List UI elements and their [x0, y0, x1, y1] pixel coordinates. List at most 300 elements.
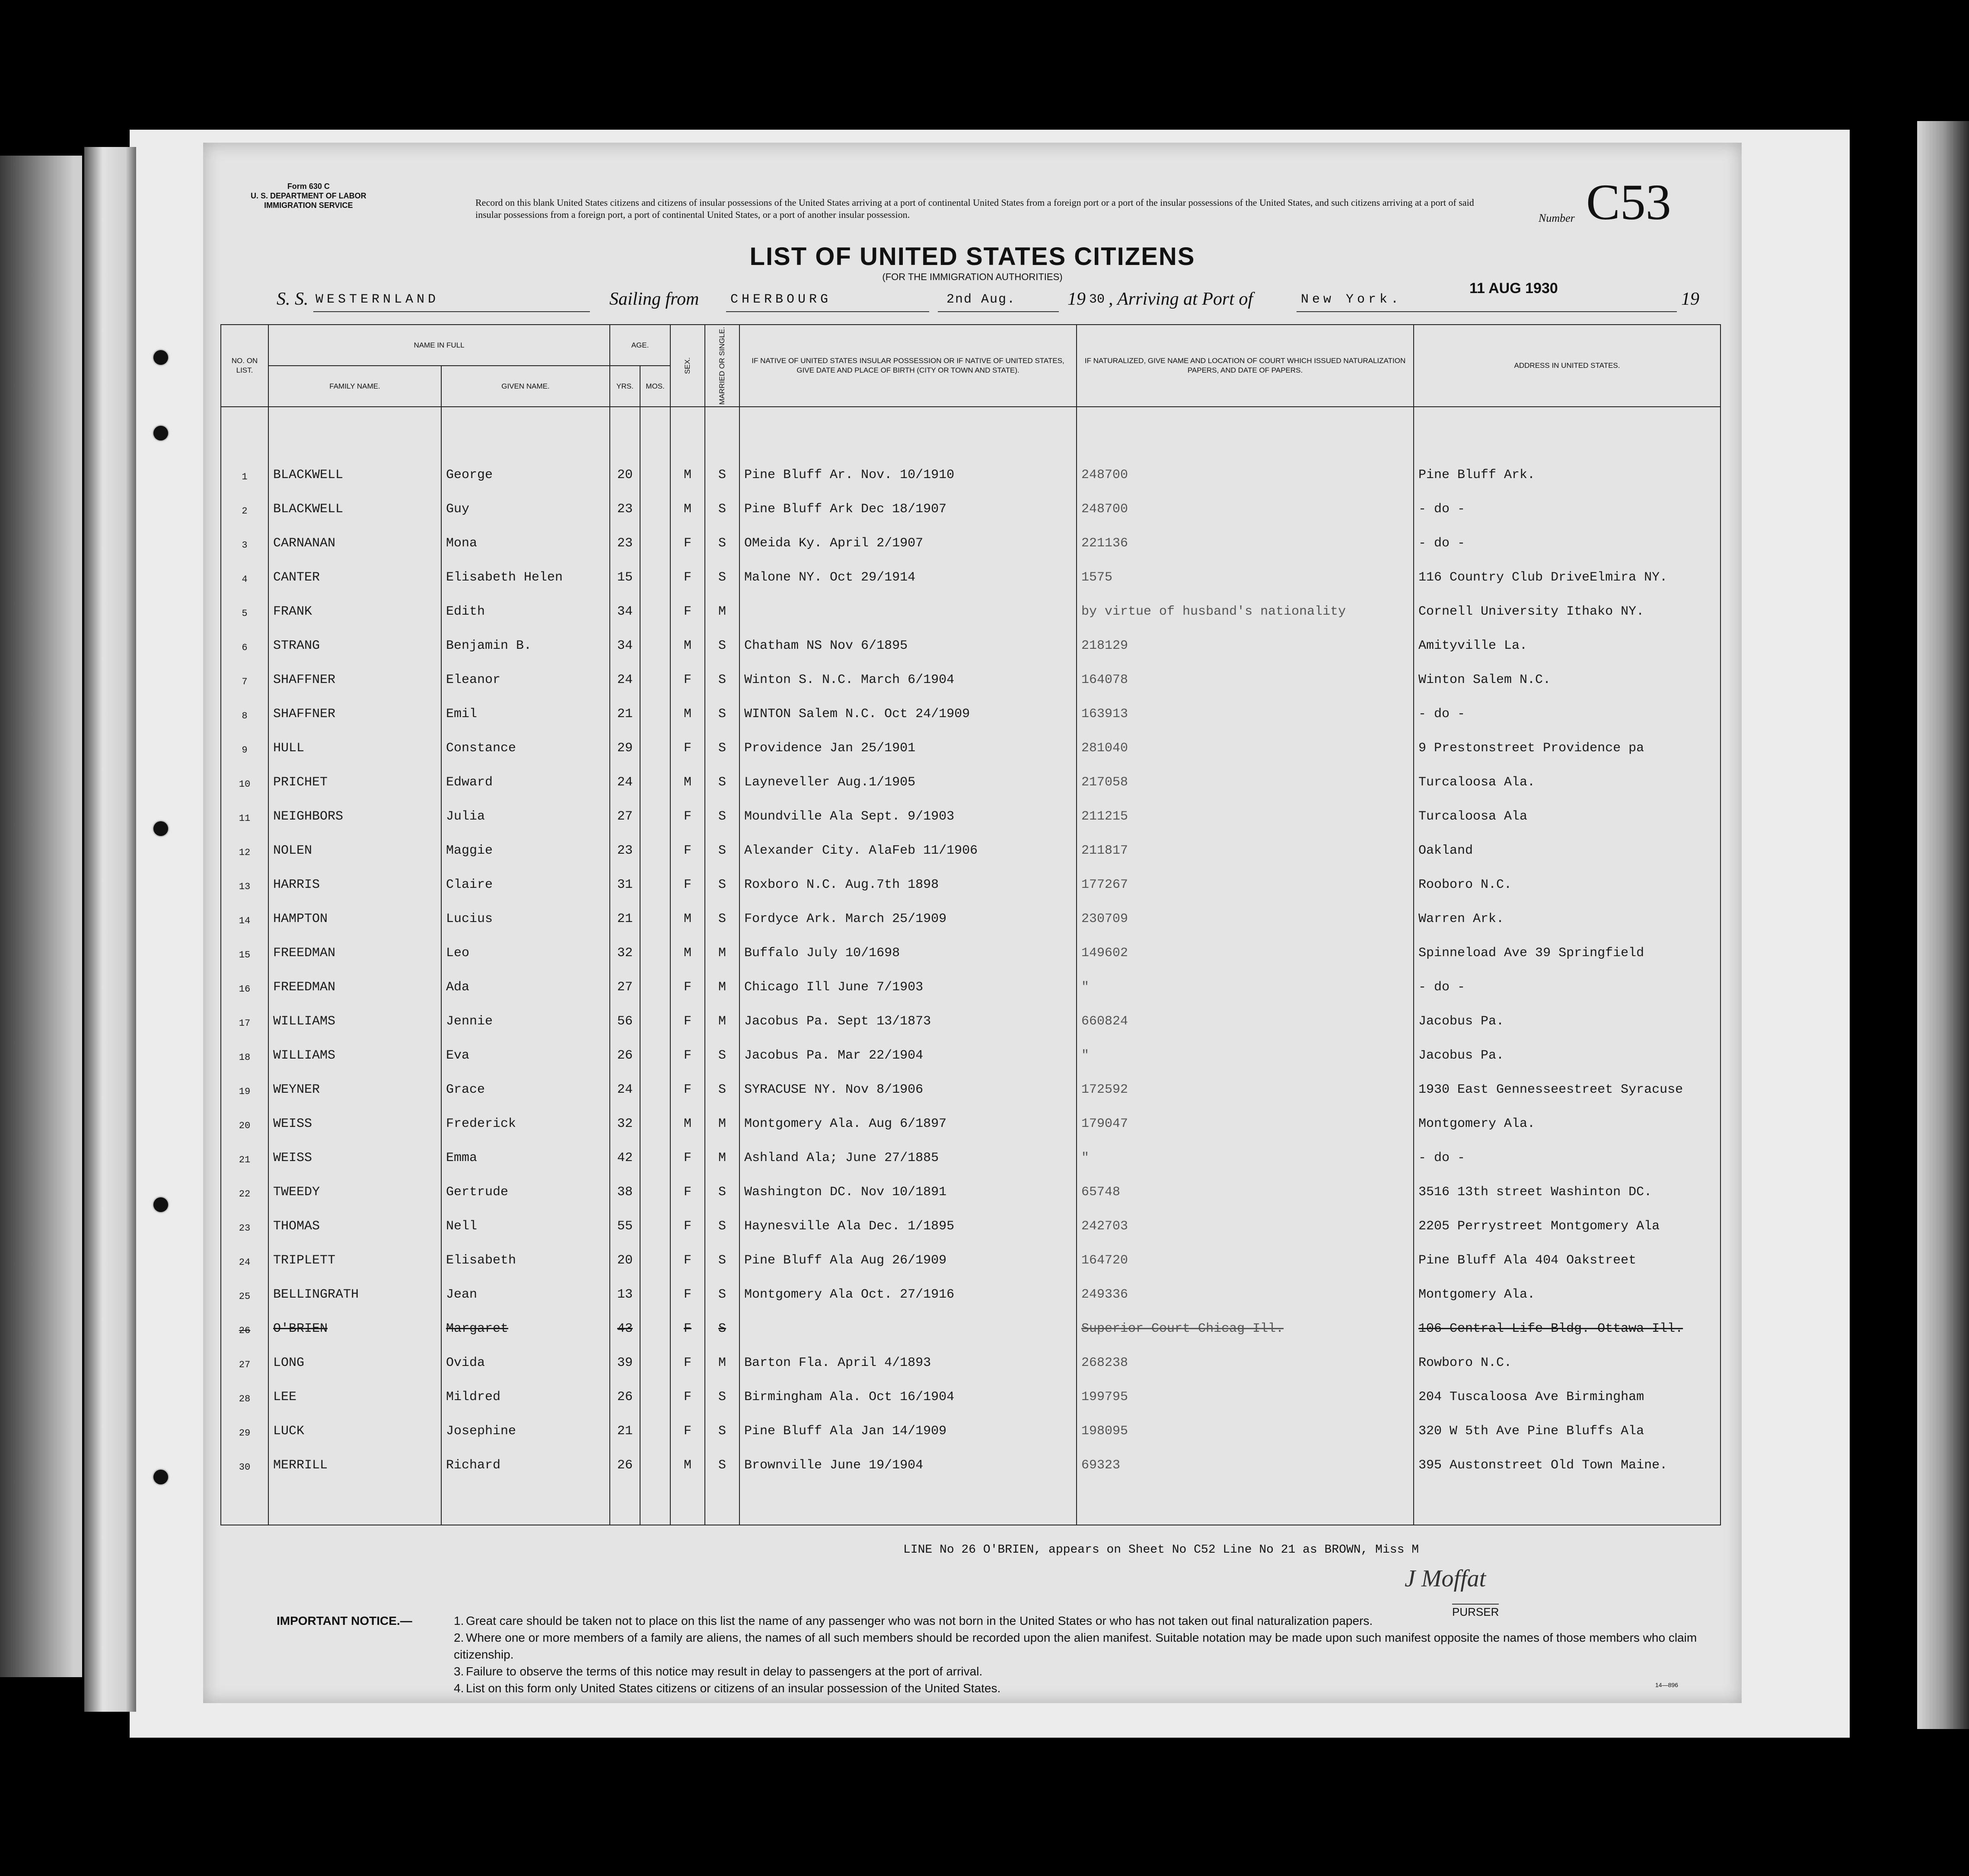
- sex-cell: F: [670, 1131, 705, 1165]
- birth-place-date-cell: Jacobus Pa. Sept 13/1873: [739, 995, 1077, 1029]
- table-row: [221, 995, 1720, 1029]
- age-months-cell: [640, 1165, 670, 1200]
- form-service: IMMIGRATION SERVICE: [264, 201, 353, 210]
- row-number-cell: 21: [221, 1131, 268, 1165]
- form-identifier: [251, 182, 366, 210]
- row-number-cell: 7: [221, 653, 268, 687]
- family-name-cell: TWEEDY: [268, 1165, 441, 1200]
- address-cell: Rowboro N.C.: [1414, 1336, 1720, 1370]
- sex-cell: M: [670, 926, 705, 960]
- age-months-cell: [640, 892, 670, 926]
- column-months: MOS.: [640, 366, 670, 407]
- naturalization-cell: 199795: [1077, 1370, 1414, 1404]
- sex-cell: F: [670, 824, 705, 858]
- marital-status-cell: M: [705, 995, 739, 1029]
- age-months-cell: [640, 1302, 670, 1336]
- age-years-cell: 24: [610, 1063, 640, 1097]
- table-spacer: [221, 407, 1720, 448]
- birth-place-date-cell: Providence Jan 25/1901: [739, 721, 1077, 756]
- naturalization-cell: 268238: [1077, 1336, 1414, 1370]
- birth-place-date-cell: Chicago Ill June 7/1903: [739, 960, 1077, 995]
- age-years-cell: 42: [610, 1131, 640, 1165]
- sex-cell: M: [670, 892, 705, 926]
- age-months-cell: [640, 1336, 670, 1370]
- naturalization-cell: 218129: [1077, 619, 1414, 653]
- sex-cell: M: [670, 1439, 705, 1473]
- age-months-cell: [640, 1063, 670, 1097]
- punch-hole: [153, 821, 168, 836]
- row-number-cell: 27: [221, 1336, 268, 1370]
- family-name-cell: WILLIAMS: [268, 1029, 441, 1063]
- naturalization-cell: 248700: [1077, 448, 1414, 482]
- age-months-cell: [640, 995, 670, 1029]
- notice-text: List on this form only United States citizens or citizens of an insular possession of the United States.: [466, 1681, 1001, 1695]
- sex-cell: F: [670, 1029, 705, 1063]
- naturalization-cell: 217058: [1077, 756, 1414, 790]
- naturalization-cell: 177267: [1077, 858, 1414, 892]
- family-name-cell: O'BRIEN: [268, 1302, 441, 1336]
- family-name-cell: WILLIAMS: [268, 995, 441, 1029]
- notice-item: 3. Failure to observe the terms of this notice may result in delay to passengers at the port of arrival.: [454, 1665, 983, 1678]
- birth-place-date-cell: Alexander City. AlaFeb 11/1906: [739, 824, 1077, 858]
- column-years: YRS.: [610, 366, 640, 407]
- sex-cell: F: [670, 1336, 705, 1370]
- marital-status-cell: S: [705, 1268, 739, 1302]
- given-name-cell: Claire: [441, 858, 610, 892]
- address-cell: - do -: [1414, 960, 1720, 995]
- row-number-cell: 26: [221, 1302, 268, 1336]
- family-name-cell: PRICHET: [268, 756, 441, 790]
- naturalization-cell: 221136: [1077, 517, 1414, 551]
- family-name-cell: MERRILL: [268, 1439, 441, 1473]
- sheet-number-label: Number: [1539, 212, 1575, 224]
- marital-status-cell: S: [705, 482, 739, 517]
- age-months-cell: [640, 1097, 670, 1131]
- sex-cell: M: [670, 619, 705, 653]
- age-years-cell: 27: [610, 960, 640, 995]
- age-years-cell: 39: [610, 1336, 640, 1370]
- age-years-cell: 15: [610, 551, 640, 585]
- row-number-cell: 25: [221, 1268, 268, 1302]
- sex-cell: F: [670, 1268, 705, 1302]
- passenger-table: [220, 324, 1721, 1525]
- family-name-cell: FRANK: [268, 585, 441, 619]
- table-row: [221, 892, 1720, 926]
- address-cell: Cornell University Ithako NY.: [1414, 585, 1720, 619]
- row-number-cell: 8: [221, 687, 268, 721]
- address-cell: - do -: [1414, 1131, 1720, 1165]
- given-name-cell: Frederick: [441, 1097, 610, 1131]
- age-months-cell: [640, 824, 670, 858]
- given-name-cell: Josephine: [441, 1404, 610, 1439]
- address-cell: Warren Ark.: [1414, 892, 1720, 926]
- table-row: [221, 585, 1720, 619]
- sex-cell: F: [670, 1302, 705, 1336]
- birth-place-date-cell: Malone NY. Oct 29/1914: [739, 551, 1077, 585]
- notice-list: [454, 1612, 1698, 1697]
- naturalization-cell: 69323: [1077, 1439, 1414, 1473]
- row-number-cell: 5: [221, 585, 268, 619]
- birth-place-date-cell: Birmingham Ala. Oct 16/1904: [739, 1370, 1077, 1404]
- address-cell: Montgomery Ala.: [1414, 1097, 1720, 1131]
- age-years-cell: 27: [610, 790, 640, 824]
- age-years-cell: 26: [610, 1439, 640, 1473]
- naturalization-cell: 149602: [1077, 926, 1414, 960]
- age-years-cell: 24: [610, 653, 640, 687]
- address-cell: 3516 13th street Washinton DC.: [1414, 1165, 1720, 1200]
- table-row: [221, 619, 1720, 653]
- row-number-cell: 3: [221, 517, 268, 551]
- given-name-cell: Eva: [441, 1029, 610, 1063]
- notice-text: Failure to observe the terms of this notice may result in delay to passengers at the port of arrival.: [466, 1665, 983, 1678]
- marital-status-cell: M: [705, 926, 739, 960]
- arrival-port: New York.: [1301, 292, 1402, 307]
- marital-status-cell: S: [705, 1404, 739, 1439]
- port-underline: [726, 311, 929, 312]
- sex-cell: F: [670, 960, 705, 995]
- naturalization-cell: 660824: [1077, 995, 1414, 1029]
- family-name-cell: HAMPTON: [268, 892, 441, 926]
- table-row: [221, 1029, 1720, 1063]
- row-number-cell: 6: [221, 619, 268, 653]
- naturalization-cell: ": [1077, 960, 1414, 995]
- naturalization-cell: 163913: [1077, 687, 1414, 721]
- age-years-cell: 24: [610, 756, 640, 790]
- family-name-cell: HULL: [268, 721, 441, 756]
- table-row: [221, 551, 1720, 585]
- address-cell: Turcaloosa Ala: [1414, 790, 1720, 824]
- naturalization-cell: 172592: [1077, 1063, 1414, 1097]
- table-row: [221, 1131, 1720, 1165]
- purser-signature: J Moffat: [1405, 1565, 1486, 1592]
- punch-hole: [153, 426, 168, 440]
- column-married-single: MARRIED OR SINGLE.: [705, 325, 739, 407]
- notice-item: 4. List on this form only United States citizens or citizens of an insular possession of the United States.: [454, 1681, 1001, 1695]
- naturalization-cell: 211817: [1077, 824, 1414, 858]
- birth-place-date-cell: Ashland Ala; June 27/1885: [739, 1131, 1077, 1165]
- age-months-cell: [640, 790, 670, 824]
- address-cell: Pine Bluff Ala 404 Oakstreet: [1414, 1234, 1720, 1268]
- row-number-cell: 2: [221, 482, 268, 517]
- given-name-cell: Benjamin B.: [441, 619, 610, 653]
- birth-place-date-cell: Pine Bluff Ar. Nov. 10/1910: [739, 448, 1077, 482]
- address-cell: Spinneload Ave 39 Springfield: [1414, 926, 1720, 960]
- age-years-cell: 20: [610, 448, 640, 482]
- birth-place-date-cell: WINTON Salem N.C. Oct 24/1909: [739, 687, 1077, 721]
- column-given-name: GIVEN NAME.: [441, 366, 610, 407]
- given-name-cell: Elisabeth Helen: [441, 551, 610, 585]
- family-name-cell: CARNANAN: [268, 517, 441, 551]
- table-row: [221, 517, 1720, 551]
- given-name-cell: George: [441, 448, 610, 482]
- notice-lead: IMPORTANT NOTICE.—: [277, 1614, 412, 1627]
- notice-item: 1. Great care should be taken not to place on this list the name of any passenger who was not born in the United States or who has not taken out final naturalization papers.: [454, 1614, 1373, 1627]
- age-years-cell: 21: [610, 687, 640, 721]
- age-months-cell: [640, 482, 670, 517]
- given-name-cell: Julia: [441, 790, 610, 824]
- birth-place-date-cell: Pine Bluff Ark Dec 18/1907: [739, 482, 1077, 517]
- column-address: ADDRESS IN UNITED STATES.: [1414, 325, 1720, 407]
- birth-place-date-cell: Barton Fla. April 4/1893: [739, 1336, 1077, 1370]
- address-cell: Jacobus Pa.: [1414, 1029, 1720, 1063]
- sex-cell: F: [670, 858, 705, 892]
- row-number-cell: 10: [221, 756, 268, 790]
- address-cell: 204 Tuscaloosa Ave Birmingham: [1414, 1370, 1720, 1404]
- table-row: [221, 687, 1720, 721]
- given-name-cell: Edward: [441, 756, 610, 790]
- address-cell: Pine Bluff Ark.: [1414, 448, 1720, 482]
- row-number-cell: 15: [221, 926, 268, 960]
- given-name-cell: Jean: [441, 1268, 610, 1302]
- address-cell: 116 Country Club DriveElmira NY.: [1414, 551, 1720, 585]
- year-suffix: 30: [1089, 292, 1105, 307]
- age-years-cell: 23: [610, 824, 640, 858]
- marital-status-cell: M: [705, 585, 739, 619]
- address-cell: Turcaloosa Ala.: [1414, 756, 1720, 790]
- column-sex: SEX.: [670, 325, 705, 407]
- address-cell: Jacobus Pa.: [1414, 995, 1720, 1029]
- address-cell: - do -: [1414, 517, 1720, 551]
- row-number-cell: 29: [221, 1404, 268, 1439]
- row-number-cell: 4: [221, 551, 268, 585]
- column-naturalization: IF NATURALIZED, GIVE NAME AND LOCATION OF COURT WHICH ISSUED NATURALIZATION PAPERS, AND DATE OF PAPERS.: [1077, 325, 1414, 407]
- table-row: [221, 1165, 1720, 1200]
- address-cell: - do -: [1414, 687, 1720, 721]
- age-months-cell: [640, 551, 670, 585]
- marital-status-cell: S: [705, 1234, 739, 1268]
- age-years-cell: 34: [610, 585, 640, 619]
- age-months-cell: [640, 448, 670, 482]
- voyage-line: [277, 280, 1703, 315]
- given-name-cell: Guy: [441, 482, 610, 517]
- table-row: [221, 960, 1720, 995]
- given-name-cell: Nell: [441, 1200, 610, 1234]
- age-years-cell: 34: [610, 619, 640, 653]
- address-cell: - do -: [1414, 482, 1720, 517]
- marital-status-cell: S: [705, 653, 739, 687]
- birth-place-date-cell: Fordyce Ark. March 25/1909: [739, 892, 1077, 926]
- naturalization-cell: 164720: [1077, 1234, 1414, 1268]
- birth-place-date-cell: Moundville Ala Sept. 9/1903: [739, 790, 1077, 824]
- sheet-number: C53: [1586, 174, 1671, 230]
- table-row: [221, 1234, 1720, 1268]
- birth-place-date-cell: Chatham NS Nov 6/1895: [739, 619, 1077, 653]
- given-name-cell: Emma: [441, 1131, 610, 1165]
- table-row: [221, 1268, 1720, 1302]
- column-age: AGE.: [610, 325, 670, 366]
- marital-status-cell: M: [705, 1131, 739, 1165]
- table-row: [221, 1404, 1720, 1439]
- naturalization-cell: ": [1077, 1029, 1414, 1063]
- row-number-cell: 12: [221, 824, 268, 858]
- row-number-cell: 20: [221, 1097, 268, 1131]
- row-number-cell: 9: [221, 721, 268, 756]
- birth-place-date-cell: [739, 1302, 1077, 1336]
- age-months-cell: [640, 1200, 670, 1234]
- age-years-cell: 56: [610, 995, 640, 1029]
- marital-status-cell: S: [705, 1200, 739, 1234]
- family-name-cell: THOMAS: [268, 1200, 441, 1234]
- birth-place-date-cell: SYRACUSE NY. Nov 8/1906: [739, 1063, 1077, 1097]
- age-years-cell: 20: [610, 1234, 640, 1268]
- address-cell: Amityville La.: [1414, 619, 1720, 653]
- given-name-cell: Leo: [441, 926, 610, 960]
- family-name-cell: FREEDMAN: [268, 960, 441, 995]
- row-number-cell: 17: [221, 995, 268, 1029]
- family-name-cell: WEISS: [268, 1131, 441, 1165]
- family-name-cell: NEIGHBORS: [268, 790, 441, 824]
- table-row: [221, 1336, 1720, 1370]
- sex-cell: F: [670, 721, 705, 756]
- age-years-cell: 32: [610, 1097, 640, 1131]
- age-years-cell: 21: [610, 892, 640, 926]
- table-row: [221, 1439, 1720, 1473]
- age-months-cell: [640, 687, 670, 721]
- sex-cell: F: [670, 1234, 705, 1268]
- notice-text: Where one or more members of a family are aliens, the names of all such members should be recorded upon the alien manifest. Suitable notation may be made upon such manifest opposite the names of those members who claim citizenship.: [454, 1631, 1697, 1661]
- arrival-stamp: 11 AUG 1930: [1469, 280, 1558, 297]
- purser-label: PURSER: [1452, 1604, 1499, 1619]
- sex-cell: F: [670, 1370, 705, 1404]
- address-cell: Oakland: [1414, 824, 1720, 858]
- table-row: [221, 790, 1720, 824]
- age-months-cell: [640, 1131, 670, 1165]
- table-row: [221, 926, 1720, 960]
- age-years-cell: 26: [610, 1370, 640, 1404]
- table-row: [221, 1370, 1720, 1404]
- table-row: [221, 824, 1720, 858]
- column-birth: IF NATIVE OF UNITED STATES INSULAR POSSESSION OR IF NATIVE OF UNITED STATES, GIVE DATE AND PLACE OF BIRTH (CITY OR TOWN AND STATE).: [739, 325, 1077, 407]
- age-months-cell: [640, 926, 670, 960]
- age-months-cell: [640, 1268, 670, 1302]
- marital-status-cell: S: [705, 1370, 739, 1404]
- family-name-cell: TRIPLETT: [268, 1234, 441, 1268]
- arriving-label: , Arriving at Port of: [1109, 289, 1253, 309]
- table-tail: [221, 1473, 1720, 1525]
- birth-place-date-cell: Layneveller Aug.1/1905: [739, 756, 1077, 790]
- sex-cell: F: [670, 1165, 705, 1200]
- marital-status-cell: S: [705, 687, 739, 721]
- sex-cell: M: [670, 756, 705, 790]
- row-number-cell: 19: [221, 1063, 268, 1097]
- family-name-cell: BLACKWELL: [268, 482, 441, 517]
- given-name-cell: Edith: [441, 585, 610, 619]
- given-name-cell: Eleanor: [441, 653, 610, 687]
- birth-place-date-cell: Pine Bluff Ala Aug 26/1909: [739, 1234, 1077, 1268]
- adjacent-page-left: [0, 156, 82, 1677]
- age-years-cell: 26: [610, 1029, 640, 1063]
- age-months-cell: [640, 1029, 670, 1063]
- naturalization-cell: 179047: [1077, 1097, 1414, 1131]
- row-number-cell: 22: [221, 1165, 268, 1200]
- year-end: 19: [1681, 289, 1699, 309]
- column-name-in-full: NAME IN FULL: [268, 325, 610, 366]
- given-name-cell: Constance: [441, 721, 610, 756]
- age-months-cell: [640, 517, 670, 551]
- notice-text: Great care should be taken not to place on this list the name of any passenger who was not born in the United States or who has not taken out final naturalization papers.: [466, 1614, 1373, 1627]
- row-number-cell: 18: [221, 1029, 268, 1063]
- given-name-cell: Mona: [441, 517, 610, 551]
- marital-status-cell: M: [705, 960, 739, 995]
- sex-cell: F: [670, 653, 705, 687]
- family-name-cell: LUCK: [268, 1404, 441, 1439]
- sex-cell: F: [670, 1063, 705, 1097]
- given-name-cell: Ovida: [441, 1336, 610, 1370]
- age-years-cell: 13: [610, 1268, 640, 1302]
- given-name-cell: Grace: [441, 1063, 610, 1097]
- column-family-name: FAMILY NAME.: [268, 366, 441, 407]
- age-years-cell: 23: [610, 517, 640, 551]
- marital-status-cell: S: [705, 756, 739, 790]
- sex-cell: M: [670, 448, 705, 482]
- marital-status-cell: M: [705, 1097, 739, 1131]
- address-cell: 106 Central Life Bldg. Ottawa Ill.: [1414, 1302, 1720, 1336]
- naturalization-cell: 249336: [1077, 1268, 1414, 1302]
- sheet-footnote: LINE No 26 O'BRIEN, appears on Sheet No C52 Line No 21 as BROWN, Miss M: [903, 1543, 1419, 1557]
- family-name-cell: SHAFFNER: [268, 653, 441, 687]
- age-months-cell: [640, 1404, 670, 1439]
- address-cell: 395 Austonstreet Old Town Maine.: [1414, 1439, 1720, 1473]
- binding-strip: [84, 147, 136, 1712]
- address-cell: Winton Salem N.C.: [1414, 653, 1720, 687]
- given-name-cell: Emil: [441, 687, 610, 721]
- marital-status-cell: S: [705, 517, 739, 551]
- naturalization-cell: 65748: [1077, 1165, 1414, 1200]
- given-name-cell: Ada: [441, 960, 610, 995]
- birth-place-date-cell: Winton S. N.C. March 6/1904: [739, 653, 1077, 687]
- age-years-cell: 43: [610, 1302, 640, 1336]
- sex-cell: M: [670, 482, 705, 517]
- naturalization-cell: 198095: [1077, 1404, 1414, 1439]
- page-title: LIST OF UNITED STATES CITIZENS: [749, 242, 1195, 271]
- sex-cell: F: [670, 1404, 705, 1439]
- row-number-cell: 30: [221, 1439, 268, 1473]
- row-number-cell: 16: [221, 960, 268, 995]
- column-number: NO. ON LIST.: [221, 325, 268, 407]
- table-row: [221, 482, 1720, 517]
- age-months-cell: [640, 858, 670, 892]
- punch-hole: [153, 1470, 168, 1484]
- marital-status-cell: S: [705, 1439, 739, 1473]
- table-row: [221, 1200, 1720, 1234]
- age-years-cell: 23: [610, 482, 640, 517]
- table-row: [221, 721, 1720, 756]
- age-years-cell: 55: [610, 1200, 640, 1234]
- age-months-cell: [640, 585, 670, 619]
- arrival-underline: [1297, 311, 1677, 312]
- family-name-cell: NOLEN: [268, 824, 441, 858]
- naturalization-cell: 248700: [1077, 482, 1414, 517]
- birth-place-date-cell: Jacobus Pa. Mar 22/1904: [739, 1029, 1077, 1063]
- punch-hole: [153, 1197, 168, 1212]
- printer-code: 14—896: [1655, 1681, 1678, 1688]
- birth-place-date-cell: Montgomery Ala Oct. 27/1916: [739, 1268, 1077, 1302]
- given-name-cell: Gertrude: [441, 1165, 610, 1200]
- family-name-cell: BLACKWELL: [268, 448, 441, 482]
- family-name-cell: LONG: [268, 1336, 441, 1370]
- notice-item: 2. Where one or more members of a family are aliens, the names of all such members should be recorded upon the alien manifest. Suitable notation may be made upon such manifest opposite the names of those members who claim citizenship.: [454, 1631, 1697, 1661]
- sex-cell: F: [670, 995, 705, 1029]
- marital-status-cell: S: [705, 721, 739, 756]
- sex-cell: F: [670, 790, 705, 824]
- age-months-cell: [640, 756, 670, 790]
- given-name-cell: Lucius: [441, 892, 610, 926]
- marital-status-cell: S: [705, 824, 739, 858]
- naturalization-cell: Superior Court Chicag Ill.: [1077, 1302, 1414, 1336]
- sailing-label: Sailing from: [609, 289, 699, 309]
- row-number-cell: 24: [221, 1234, 268, 1268]
- birth-place-date-cell: Washington DC. Nov 10/1891: [739, 1165, 1077, 1200]
